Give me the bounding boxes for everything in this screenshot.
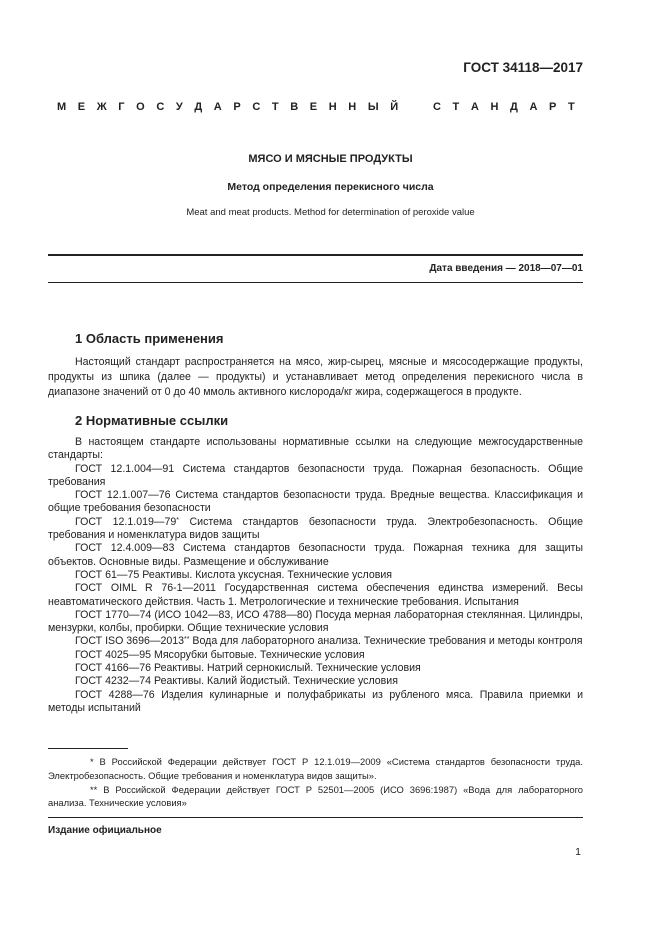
banner-letter: У bbox=[175, 101, 183, 113]
reference-title: Система стандартов безопасности труда. Вредные вещества. Классификация и общие требования безопасности bbox=[48, 489, 584, 515]
section-1-paragraph: Настоящий стандарт распространяется на мясо, жир-сырец, мясные и мясосодержащие продукты, продукты из шпика (далее — продукты) и устанавливает метод определения перекисного числа в диапазоне значений от 0 до 40 ммоль активного кислорода/кг жира, содержащегося в продукте. bbox=[48, 356, 583, 398]
banner-letter: Н bbox=[348, 101, 357, 113]
banner-letter: О bbox=[136, 101, 145, 113]
section-1-body bbox=[48, 355, 583, 400]
reference-title: Реактивы. Кислота уксусная. Технические условия bbox=[142, 568, 392, 581]
reference-title: Изделия кулинарные и полуфабрикаты из рубленого мяса. Правила приемки и методы испытаний bbox=[48, 688, 583, 714]
banner-letter: Й bbox=[390, 101, 399, 113]
official-edition-label: Издание официальное bbox=[48, 825, 162, 836]
banner-letter: Г bbox=[118, 101, 125, 113]
reference-code: ГОСТ 12.1.004—91 bbox=[75, 462, 175, 475]
page-number: 1 bbox=[575, 846, 581, 858]
reference-item bbox=[48, 516, 583, 543]
document-title: МЯСО И МЯСНЫЕ ПРОДУКТЫ bbox=[248, 153, 413, 165]
reference-code: ГОСТ 4232—74 bbox=[75, 675, 152, 688]
banner-letter: А bbox=[213, 101, 222, 113]
reference-item bbox=[48, 582, 583, 609]
footnote-marker: ** bbox=[184, 636, 190, 644]
banner-letter: Н bbox=[490, 101, 499, 113]
divider-top bbox=[48, 254, 583, 256]
document-subtitle: Метод определения перекисного числа bbox=[227, 181, 434, 193]
reference-title: Реактивы. Калий йодистый. Технические условия bbox=[154, 675, 398, 688]
reference-title: Система стандартов безопасности труда. Пожарная техника для защиты объектов. Основные виды. Размещение и обслуживание bbox=[48, 542, 583, 568]
reference-title: (ИСО 1042—83, ИСО 4788—80) Посуда мерная лабораторная стеклянная. Цилиндры, мензурки, колбы, пробирки. Общие технические условия bbox=[48, 608, 583, 635]
footnote-marker: * bbox=[176, 516, 179, 524]
footnote-separator bbox=[48, 748, 128, 749]
english-title: Meat and meat products. Method for determination of peroxide value bbox=[186, 207, 475, 218]
banner-letter: Е bbox=[77, 101, 86, 113]
banner-letter: Т bbox=[271, 101, 279, 113]
banner-letter: А bbox=[470, 101, 479, 113]
banner-letter: Р bbox=[233, 101, 241, 113]
banner-letter: Ж bbox=[96, 101, 107, 113]
divider-date bbox=[48, 282, 583, 283]
banner-letter: Т bbox=[452, 101, 460, 113]
banner-letter: Р bbox=[549, 101, 557, 113]
standard-code: ГОСТ 34118—2017 bbox=[463, 60, 583, 75]
reference-code: ГОСТ 12.1.019—79 bbox=[75, 515, 177, 528]
reference-code: ГОСТ 4166—76 bbox=[75, 662, 152, 675]
reference-title: Система стандартов безопасности труда. Электробезопасность. Общие требования и номенклатура видов защиты bbox=[48, 515, 583, 542]
reference-item bbox=[48, 662, 583, 675]
footnotes bbox=[48, 755, 583, 810]
banner-letter: Н bbox=[328, 101, 337, 113]
banner-letter: С bbox=[156, 101, 165, 113]
section-2-heading: 2 Нормативные ссылки bbox=[75, 413, 229, 428]
references-intro: В настоящем стандарте использованы нормативные ссылки на следующие межгосударственные стандарты: bbox=[48, 436, 583, 462]
reference-item bbox=[48, 675, 583, 688]
normative-references bbox=[48, 436, 583, 715]
banner-letter: С bbox=[432, 101, 441, 113]
reference-code: ГОСТ ISO 3696—2013 bbox=[75, 635, 185, 648]
banner-letter: Т bbox=[567, 101, 575, 113]
references-list bbox=[48, 463, 583, 716]
reference-title: Государственная система обеспечения единства измерений. Весы неавтоматического действия. Часть 1. Метрологические и технические требования. Испытания bbox=[48, 582, 583, 608]
footnote-1: * В Российской Федерации действует ГОСТ Р 12.1.019—2009 «Система стандартов безопасности труда. Электробезопасность. Общие требования и номенклатура видов защиты». bbox=[48, 756, 583, 781]
banner-letter: М bbox=[57, 101, 67, 113]
reference-code: ГОСТ 4025—95 bbox=[75, 648, 152, 661]
reference-item bbox=[48, 609, 583, 636]
reference-code: ГОСТ 12.4.009—83 bbox=[75, 542, 175, 555]
divider-bottom bbox=[48, 817, 583, 818]
reference-item bbox=[48, 542, 583, 569]
reference-code: ГОСТ 1770—74 bbox=[75, 608, 152, 621]
banner-letter: Ы bbox=[367, 101, 379, 113]
reference-title: Вода для лабораторного анализа. Технические требования и методы контроля bbox=[192, 635, 583, 648]
introduction-date: Дата введения — 2018—07—01 bbox=[429, 263, 583, 274]
reference-code: ГОСТ 61—75 bbox=[75, 568, 140, 581]
reference-item bbox=[48, 635, 583, 648]
banner-letter: Е bbox=[309, 101, 318, 113]
section-1-heading: 1 Область применения bbox=[75, 331, 224, 346]
banner-letter: С bbox=[252, 101, 261, 113]
reference-title: Мясорубки бытовые. Технические условия bbox=[154, 648, 365, 661]
interstate-standard-banner bbox=[57, 101, 575, 113]
reference-item bbox=[48, 489, 583, 516]
banner-letter: Д bbox=[194, 101, 203, 113]
reference-item bbox=[48, 689, 583, 716]
reference-item bbox=[48, 569, 583, 582]
reference-code: ГОСТ OIML R 76-1—2011 bbox=[75, 582, 216, 595]
reference-code: ГОСТ 12.1.007—76 bbox=[75, 489, 171, 502]
reference-item bbox=[48, 463, 583, 490]
reference-title: Система стандартов безопасности труда. Пожарная безопасность. Общие требования bbox=[48, 462, 583, 488]
reference-code: ГОСТ 4288—76 bbox=[75, 688, 155, 701]
footnote-2: ** В Российской Федерации действует ГОСТ Р 52501—2005 (ИСО 3696:1987) «Вода для лабораторного анализа. Технические условия» bbox=[48, 783, 583, 809]
banner-letter: Д bbox=[510, 101, 518, 113]
banner-letter: В bbox=[290, 101, 299, 113]
banner-letter: А bbox=[529, 101, 538, 113]
reference-title: Реактивы. Натрий сернокислый. Технические условия bbox=[154, 662, 421, 675]
reference-item bbox=[48, 649, 583, 662]
